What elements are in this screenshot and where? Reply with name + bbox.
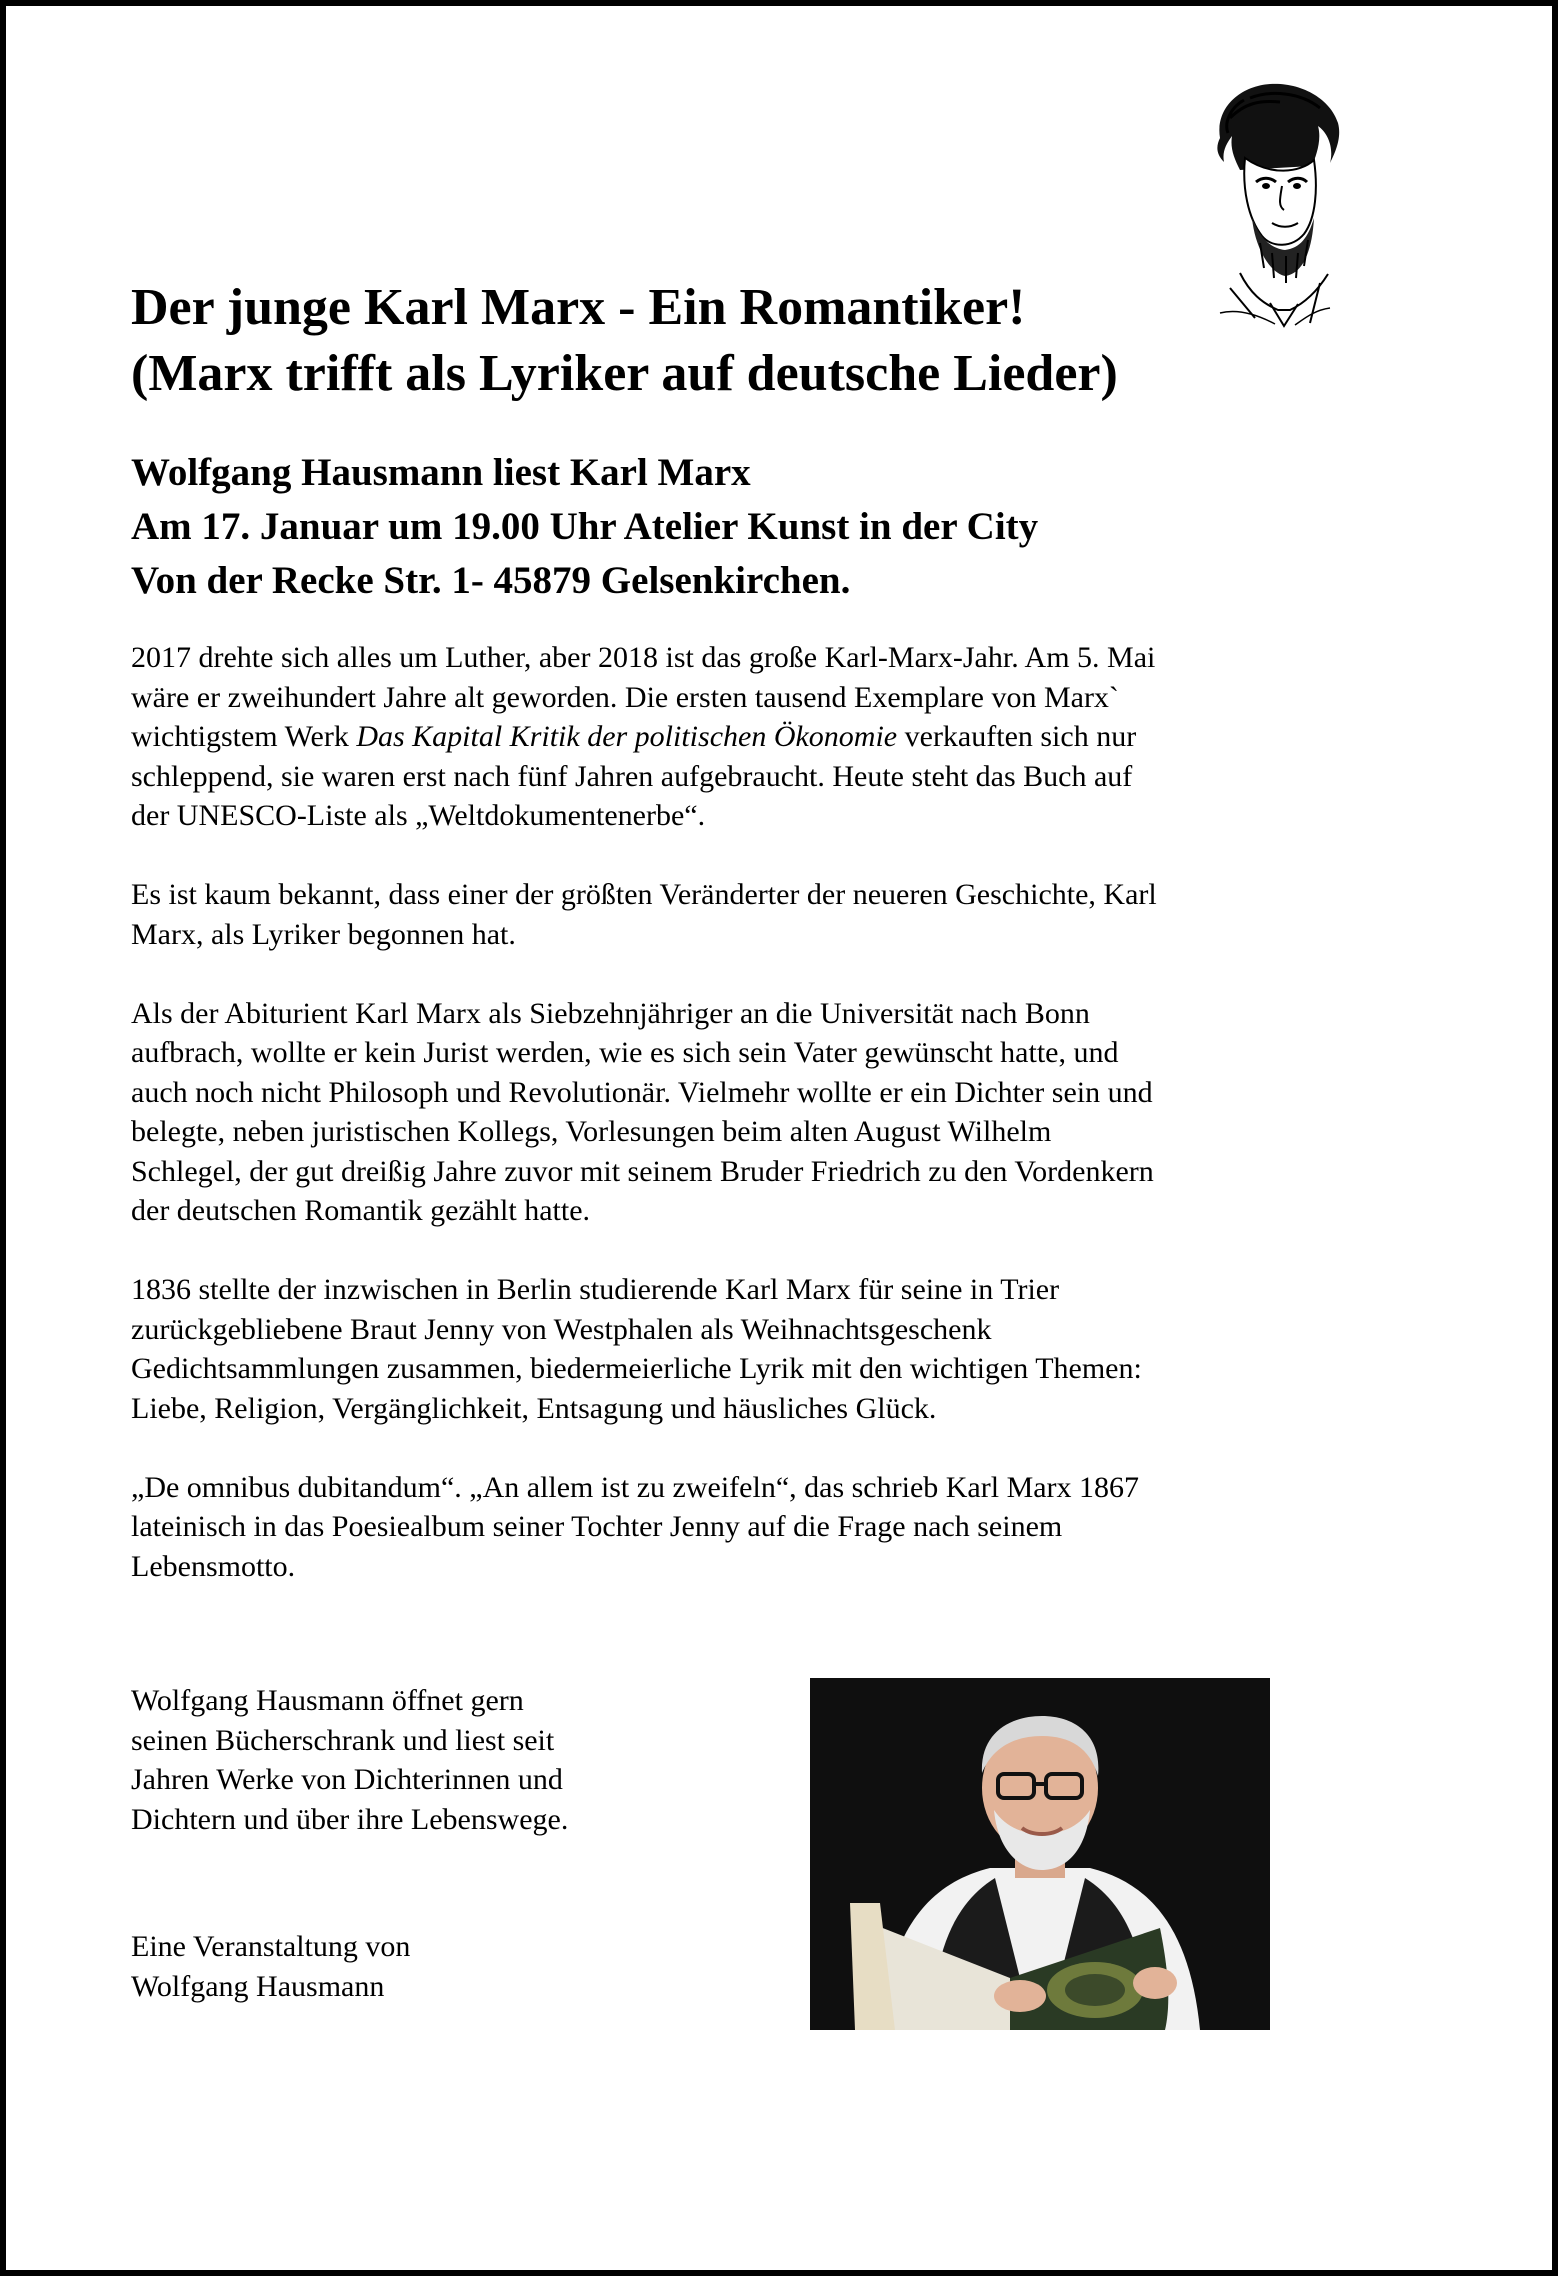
text-line: Schlegel, der gut dreißig Jahre zuvor mit seinem Bruder Friedrich zu den Vordenkern [131, 1154, 1154, 1188]
organizer-credit [131, 1927, 410, 2006]
text-line: belegte, neben juristischen Kollegs, Vorlesungen beim alten August Wilhelm [131, 1115, 1052, 1148]
title-line-2: (Marx trifft als Lyriker auf deutsche Lieder) [131, 345, 1118, 402]
text-line: seinen Bücherschrank und liest seit [131, 1723, 555, 1757]
text-line: Lebensmotto. [131, 1549, 296, 1583]
paragraph-reader-bio [131, 1681, 731, 1839]
text-line: Dichtern und über ihre Lebenswege. [131, 1802, 569, 1836]
organizer-line-1: Eine Veranstaltung von [131, 1930, 411, 1963]
text-line: 2017 drehte sich alles um Luther, aber 2018 ist das große Karl-Marx-Jahr. Am 5. Mai [131, 641, 1156, 674]
marx-sketch-portrait [1200, 78, 1350, 328]
reader-photo [810, 1678, 1270, 2030]
paragraph-motto [131, 1468, 1381, 1587]
paragraph-bonn [131, 994, 1381, 1231]
text-run: wichtigstem Werk [131, 720, 357, 753]
text-line: Liebe, Religion, Vergänglichkeit, Entsagung und häusliches Glück. [131, 1391, 937, 1425]
text-line: auch noch nicht Philosoph und Revolutionär. Vielmehr wollte er ein Dichter sein und [131, 1075, 1153, 1109]
body-text [131, 638, 1381, 1626]
event-line-reader: Wolfgang Hausmann liest Karl Marx [131, 451, 751, 494]
text-line: Gedichtsammlungen zusammen, biedermeierliche Lyrik mit den wichtigen Themen: [131, 1352, 1142, 1385]
text-line: der deutschen Romantik gezählt hatte. [131, 1194, 591, 1227]
event-line-address: Von der Recke Str. 1- 45879 Gelsenkirchen. [131, 559, 851, 602]
document-title [131, 275, 1118, 407]
text-run: verkauften sich nur [897, 720, 1137, 753]
paragraph-lyricist [131, 875, 1381, 954]
text-line: Wolfgang Hausmann öffnet gern [131, 1684, 524, 1717]
book-title: Das Kapital Kritik der politischen Ökonomie [356, 720, 898, 753]
text-line: wäre er zweihundert Jahre alt geworden. Die ersten tausend Exemplare von Marx` [131, 680, 1119, 714]
title-line-1: Der junge Karl Marx - Ein Romantiker! [131, 279, 1026, 336]
text-line: Als der Abiturient Karl Marx als Siebzehnjähriger an die Universität nach Bonn [131, 996, 1090, 1030]
text-line: Marx, als Lyriker begonnen hat. [131, 917, 516, 951]
text-line: aufbrach, wollte er kein Jurist werden, wie es sich sein Vater gewünscht hatte, und [131, 1036, 1119, 1069]
text-line: schleppend, sie waren erst nach fünf Jahren aufgebraucht. Heute steht das Buch auf [131, 759, 1133, 793]
event-details [131, 446, 1038, 608]
event-line-date: Am 17. Januar um 19.00 Uhr Atelier Kunst in der City [131, 505, 1039, 548]
paragraph-marx-year [131, 638, 1381, 836]
text-line: Es ist kaum bekannt, dass einer der größten Veränderter der neueren Geschichte, Karl [131, 878, 1157, 911]
text-line: Jahren Werke von Dichterinnen und [131, 1763, 563, 1796]
text-line: 1836 stellte der inzwischen in Berlin studierende Karl Marx für seine in Trier [131, 1273, 1060, 1306]
text-line: der UNESCO-Liste als „Weltdokumentenerbe“. [131, 799, 706, 832]
text-line: zurückgebliebene Braut Jenny von Westphalen als Weihnachtsgeschenk [131, 1312, 992, 1346]
text-line: „De omnibus dubitandum“. „An allem ist zu zweifeln“, das schrieb Karl Marx 1867 [131, 1470, 1140, 1504]
text-line: lateinisch in das Poesiealbum seiner Tochter Jenny auf die Frage nach seinem [131, 1510, 1063, 1543]
organizer-line-2: Wolfgang Hausmann [131, 1969, 385, 2003]
text-line [131, 717, 1381, 757]
paragraph-1836 [131, 1270, 1381, 1428]
